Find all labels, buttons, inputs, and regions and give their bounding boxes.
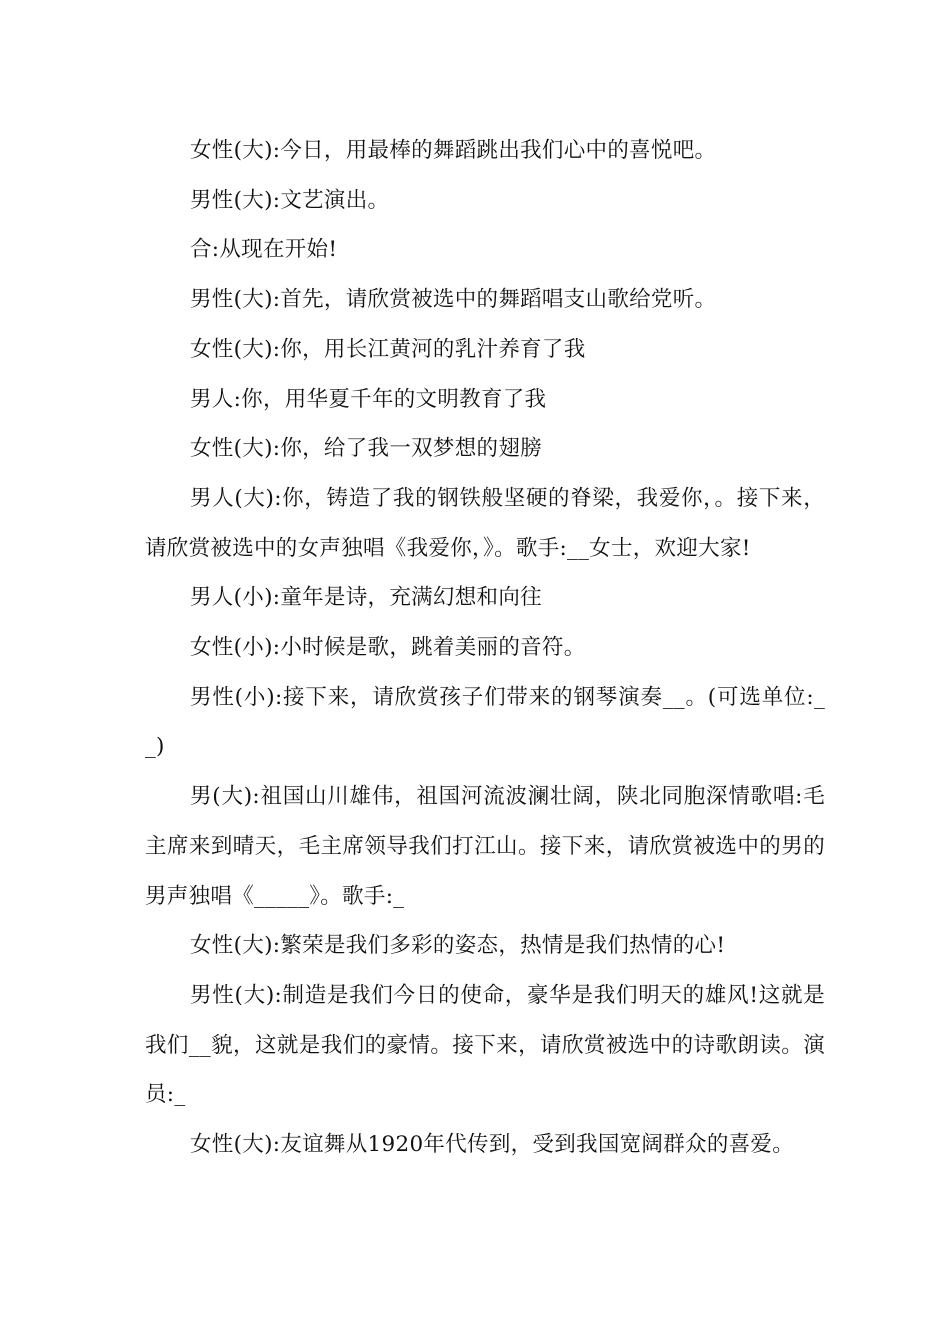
paragraph: 女性(大):你，给了我一双梦想的翅膀	[190, 436, 542, 462]
paragraph: 女性(大):今日，用最棒的舞蹈跳出我们心中的喜悦吧。	[190, 138, 717, 163]
paragraph: 女性(大):繁荣是我们多彩的姿态，热情是我们热情的心!	[190, 933, 726, 959]
paragraph: 女性(大):你，用长江黄河的乳汁养育了我	[190, 336, 586, 362]
paragraph: 男人(大):你，铸造了我的钢铁般坚硬的脊梁，我爱你，。接下来，请欣赏被选中的女声独唱《我爱你，》。歌手:__女士，欢迎大家!	[145, 485, 825, 561]
paragraph: 男性(小):接下来，请欣赏孩子们带来的钢琴演奏__。(可选单位:__)	[145, 684, 825, 760]
paragraph: 男(大):祖国山川雄伟，祖国河流波澜壮阔，陕北同胞深情歌唱:毛主席来到晴天，毛主席领导我们打江山。接下来，请欣赏被选中的男的男声独唱《_____》。歌手:_	[145, 784, 825, 909]
paragraph: 男人(小):童年是诗，充满幻想和向往	[190, 585, 542, 611]
document-body	[145, 126, 825, 1170]
paragraph: 男性(大):文艺演出。	[190, 187, 390, 213]
paragraph: 男性(大):首先，请欣赏被选中的舞蹈唱支山歌给党听。	[190, 287, 717, 313]
paragraph: 男人:你，用华夏千年的文明教育了我	[190, 386, 547, 412]
paragraph: 女性(大):友谊舞从1920年代传到，受到我国宽阔群众的喜爱。	[190, 1132, 795, 1158]
paragraph: 合:从现在开始!	[190, 237, 338, 263]
paragraph: 男性(大):制造是我们今日的使命，豪华是我们明天的雄风!这就是我们__貌，这就是我们的豪情。接下来，请欣赏被选中的诗歌朗读。演员:_	[145, 982, 825, 1108]
paragraph: 女性(小):小时候是歌，跳着美丽的音符。	[190, 635, 586, 661]
